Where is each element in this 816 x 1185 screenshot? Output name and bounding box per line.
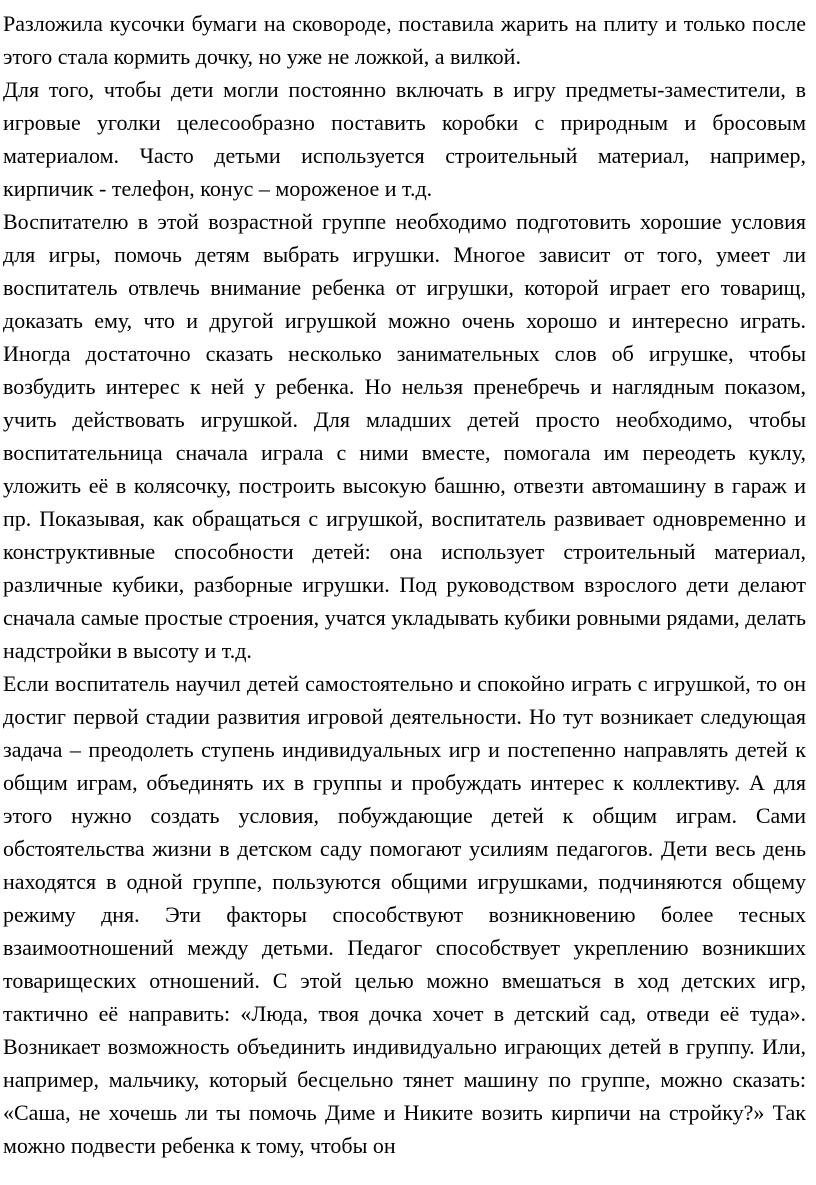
paragraph-3: Воспитателю в этой возрастной группе необходимо подготовить хорошие условия для игры, помочь детям выбрать игрушки. Многое зависит от того, умеет ли воспитатель отвлечь внимание ребенка от игрушки, которой играет его товарищ, доказать ему, что и другой игрушкой можно очень хорошо и интересно играть. Иногда достаточно сказать несколько занимательных слов об игрушке, чтобы возбудить интерес к ней у ребенка. Но нельзя пренебречь и наглядным показом, учить действовать игрушкой. Для младших детей просто необходимо, чтобы воспитательница сначала играла с ними вместе, помогала им переодеть куклу, уложить её в колясочку, построить высокую башню, отвезти автомашину в гараж и пр. Показывая, как обращаться с игрушкой, воспитатель развивает одновременно и конструктивные способности детей: она использует строительный материал, различные кубики, разборные игрушки. Под руководством взрослого дети делают сначала самые простые строения, учатся укладывать кубики ровными рядами, делать надстройки в высоту и т.д. xyxy=(3,209,806,663)
paragraph-1: Разложила кусочки бумаги на сковороде, поставила жарить на плиту и только после этого стала кормить дочку, но уже не ложкой, а вилкой. xyxy=(3,11,806,69)
paragraph-4: Если воспитатель научил детей самостоятельно и спокойно играть с игрушкой, то он достиг первой стадии развития игровой деятельности. Но тут возникает следующая задача – преодолеть ступень индивидуальных игр и постепенно направлять детей к общим играм, объединять их в группы и пробуждать интерес к коллективу. А для этого нужно создать условия, побуждающие детей к общим играм. Сами обстоятельства жизни в детском саду помогают усилиям педагогов. Дети весь день находятся в одной группе, пользуются общими игрушками, подчиняются общему режиму дня. Эти факторы способствуют возникновению более тесных взаимоотношений между детьми. Педагог способствует укреплению возникших товарищеских отношений. С этой целью можно вмешаться в ход детских игр, тактично её направить: «Люда, твоя дочка хочет в детский сад, отведи её туда». Возникает возможность объединить индивидуально играющих детей в группу. Или, например, мальчику, который бесцельно тянет машину по группе, можно сказать: «Саша, не хочешь ли ты помочь Диме и Никите возить кирпичи на стройку?» Так можно подвести ребенка к тому, чтобы он xyxy=(3,671,806,1158)
paragraph-2: Для того, чтобы дети могли постоянно включать в игру предметы-заместители, в игровые уголки целесообразно поставить коробки с природным и бросовым материалом. Часто детьми используется строительный материал, например, кирпичик - телефон, конус – мороженое и т.д. xyxy=(3,77,806,201)
